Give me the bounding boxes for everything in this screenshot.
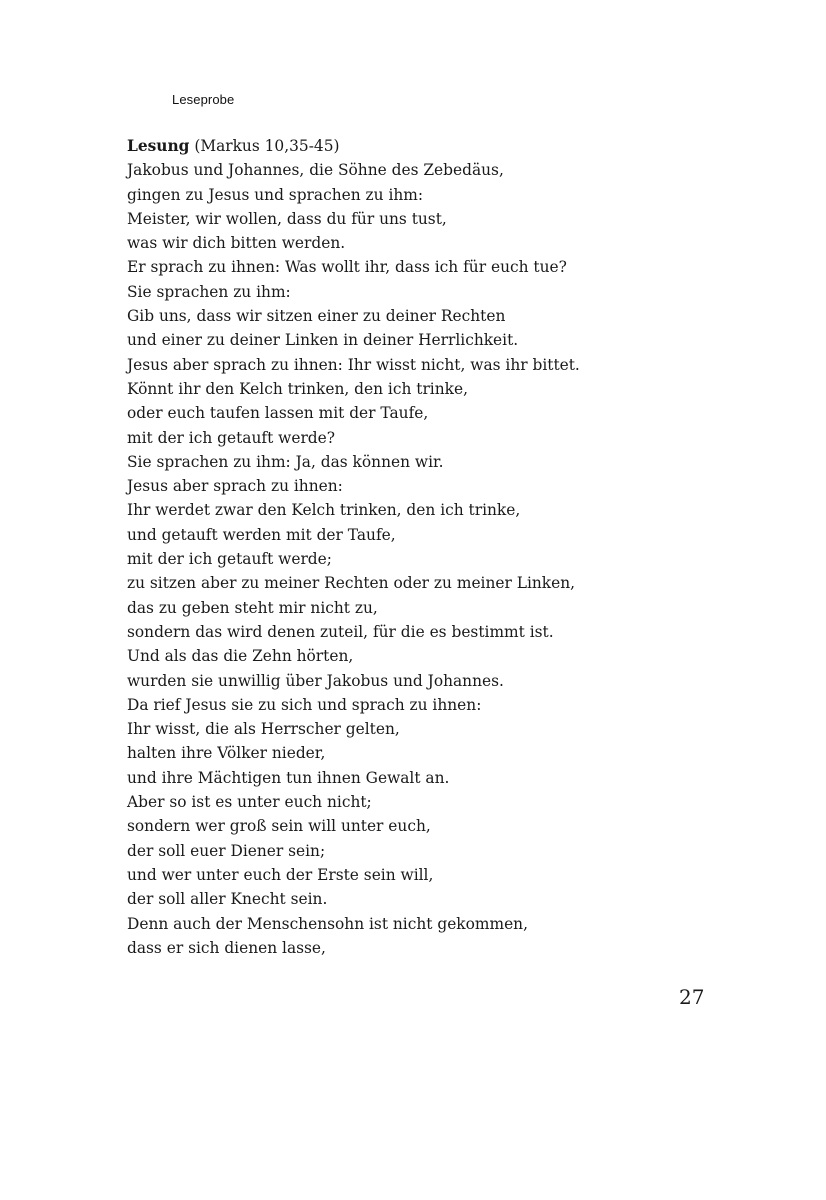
- header-label: Leseprobe: [172, 92, 235, 107]
- text-line: der soll aller Knecht sein.: [127, 890, 328, 909]
- text-line: Da rief Jesus sie zu sich und sprach zu ihnen:: [127, 695, 482, 714]
- text-line: Sie sprachen zu ihm:: [127, 282, 291, 301]
- text-line: Jesus aber sprach zu ihnen: Ihr wisst nicht, was ihr bittet.: [127, 355, 580, 374]
- text-line: Ihr werdet zwar den Kelch trinken, den ich trinke,: [127, 501, 521, 520]
- text-line: Jesus aber sprach zu ihnen:: [127, 477, 343, 496]
- text-line: Meister, wir wollen, dass du für uns tust,: [127, 209, 447, 228]
- text-line: und getauft werden mit der Taufe,: [127, 525, 396, 544]
- text-line: was wir dich bitten werden.: [127, 234, 346, 253]
- text-line: mit der ich getauft werde;: [127, 550, 332, 569]
- text-line: und ihre Mächtigen tun ihnen Gewalt an.: [127, 768, 450, 787]
- text-line: Er sprach zu ihnen: Was wollt ihr, dass ich für euch tue?: [127, 258, 567, 277]
- text-line: und einer zu deiner Linken in deiner Herrlichkeit.: [127, 331, 519, 350]
- reading-reference: (Markus 10,35-45): [189, 137, 340, 155]
- text-line: dass er sich dienen lasse,: [127, 938, 326, 957]
- text-line: gingen zu Jesus und sprachen zu ihm:: [127, 185, 424, 204]
- text-line: Gib uns, dass wir sitzen einer zu deiner Rechten: [127, 307, 506, 326]
- text-line: und wer unter euch der Erste sein will,: [127, 865, 434, 884]
- text-line: der soll euer Diener sein;: [127, 841, 326, 860]
- text-line: Jakobus und Johannes, die Söhne des Zebedäus,: [127, 161, 504, 180]
- text-line: halten ihre Völker nieder,: [127, 744, 326, 763]
- reading-title: Lesung: [127, 137, 190, 155]
- text-line: das zu geben steht mir nicht zu,: [127, 598, 378, 617]
- text-line: oder euch taufen lassen mit der Taufe,: [127, 404, 429, 423]
- text-line: Ihr wisst, die als Herrscher gelten,: [127, 720, 400, 739]
- text-line: mit der ich getauft werde?: [127, 428, 336, 447]
- reading-heading: [127, 134, 727, 158]
- reading-text: [127, 134, 727, 960]
- text-line: Und als das die Zehn hörten,: [127, 647, 354, 666]
- text-line: Denn auch der Menschensohn ist nicht gekommen,: [127, 914, 528, 933]
- text-line: Könnt ihr den Kelch trinken, den ich trinke,: [127, 379, 468, 398]
- text-line: Aber so ist es unter euch nicht;: [127, 793, 372, 812]
- reading-lines: [127, 158, 727, 960]
- text-line: sondern das wird denen zuteil, für die es bestimmt ist.: [127, 622, 554, 641]
- page-number: 27: [679, 985, 705, 1009]
- text-line: sondern wer groß sein will unter euch,: [127, 817, 431, 836]
- text-line: zu sitzen aber zu meiner Rechten oder zu meiner Linken,: [127, 574, 576, 593]
- text-line: wurden sie unwillig über Jakobus und Johannes.: [127, 671, 504, 690]
- text-line: Sie sprachen zu ihm: Ja, das können wir.: [127, 452, 444, 471]
